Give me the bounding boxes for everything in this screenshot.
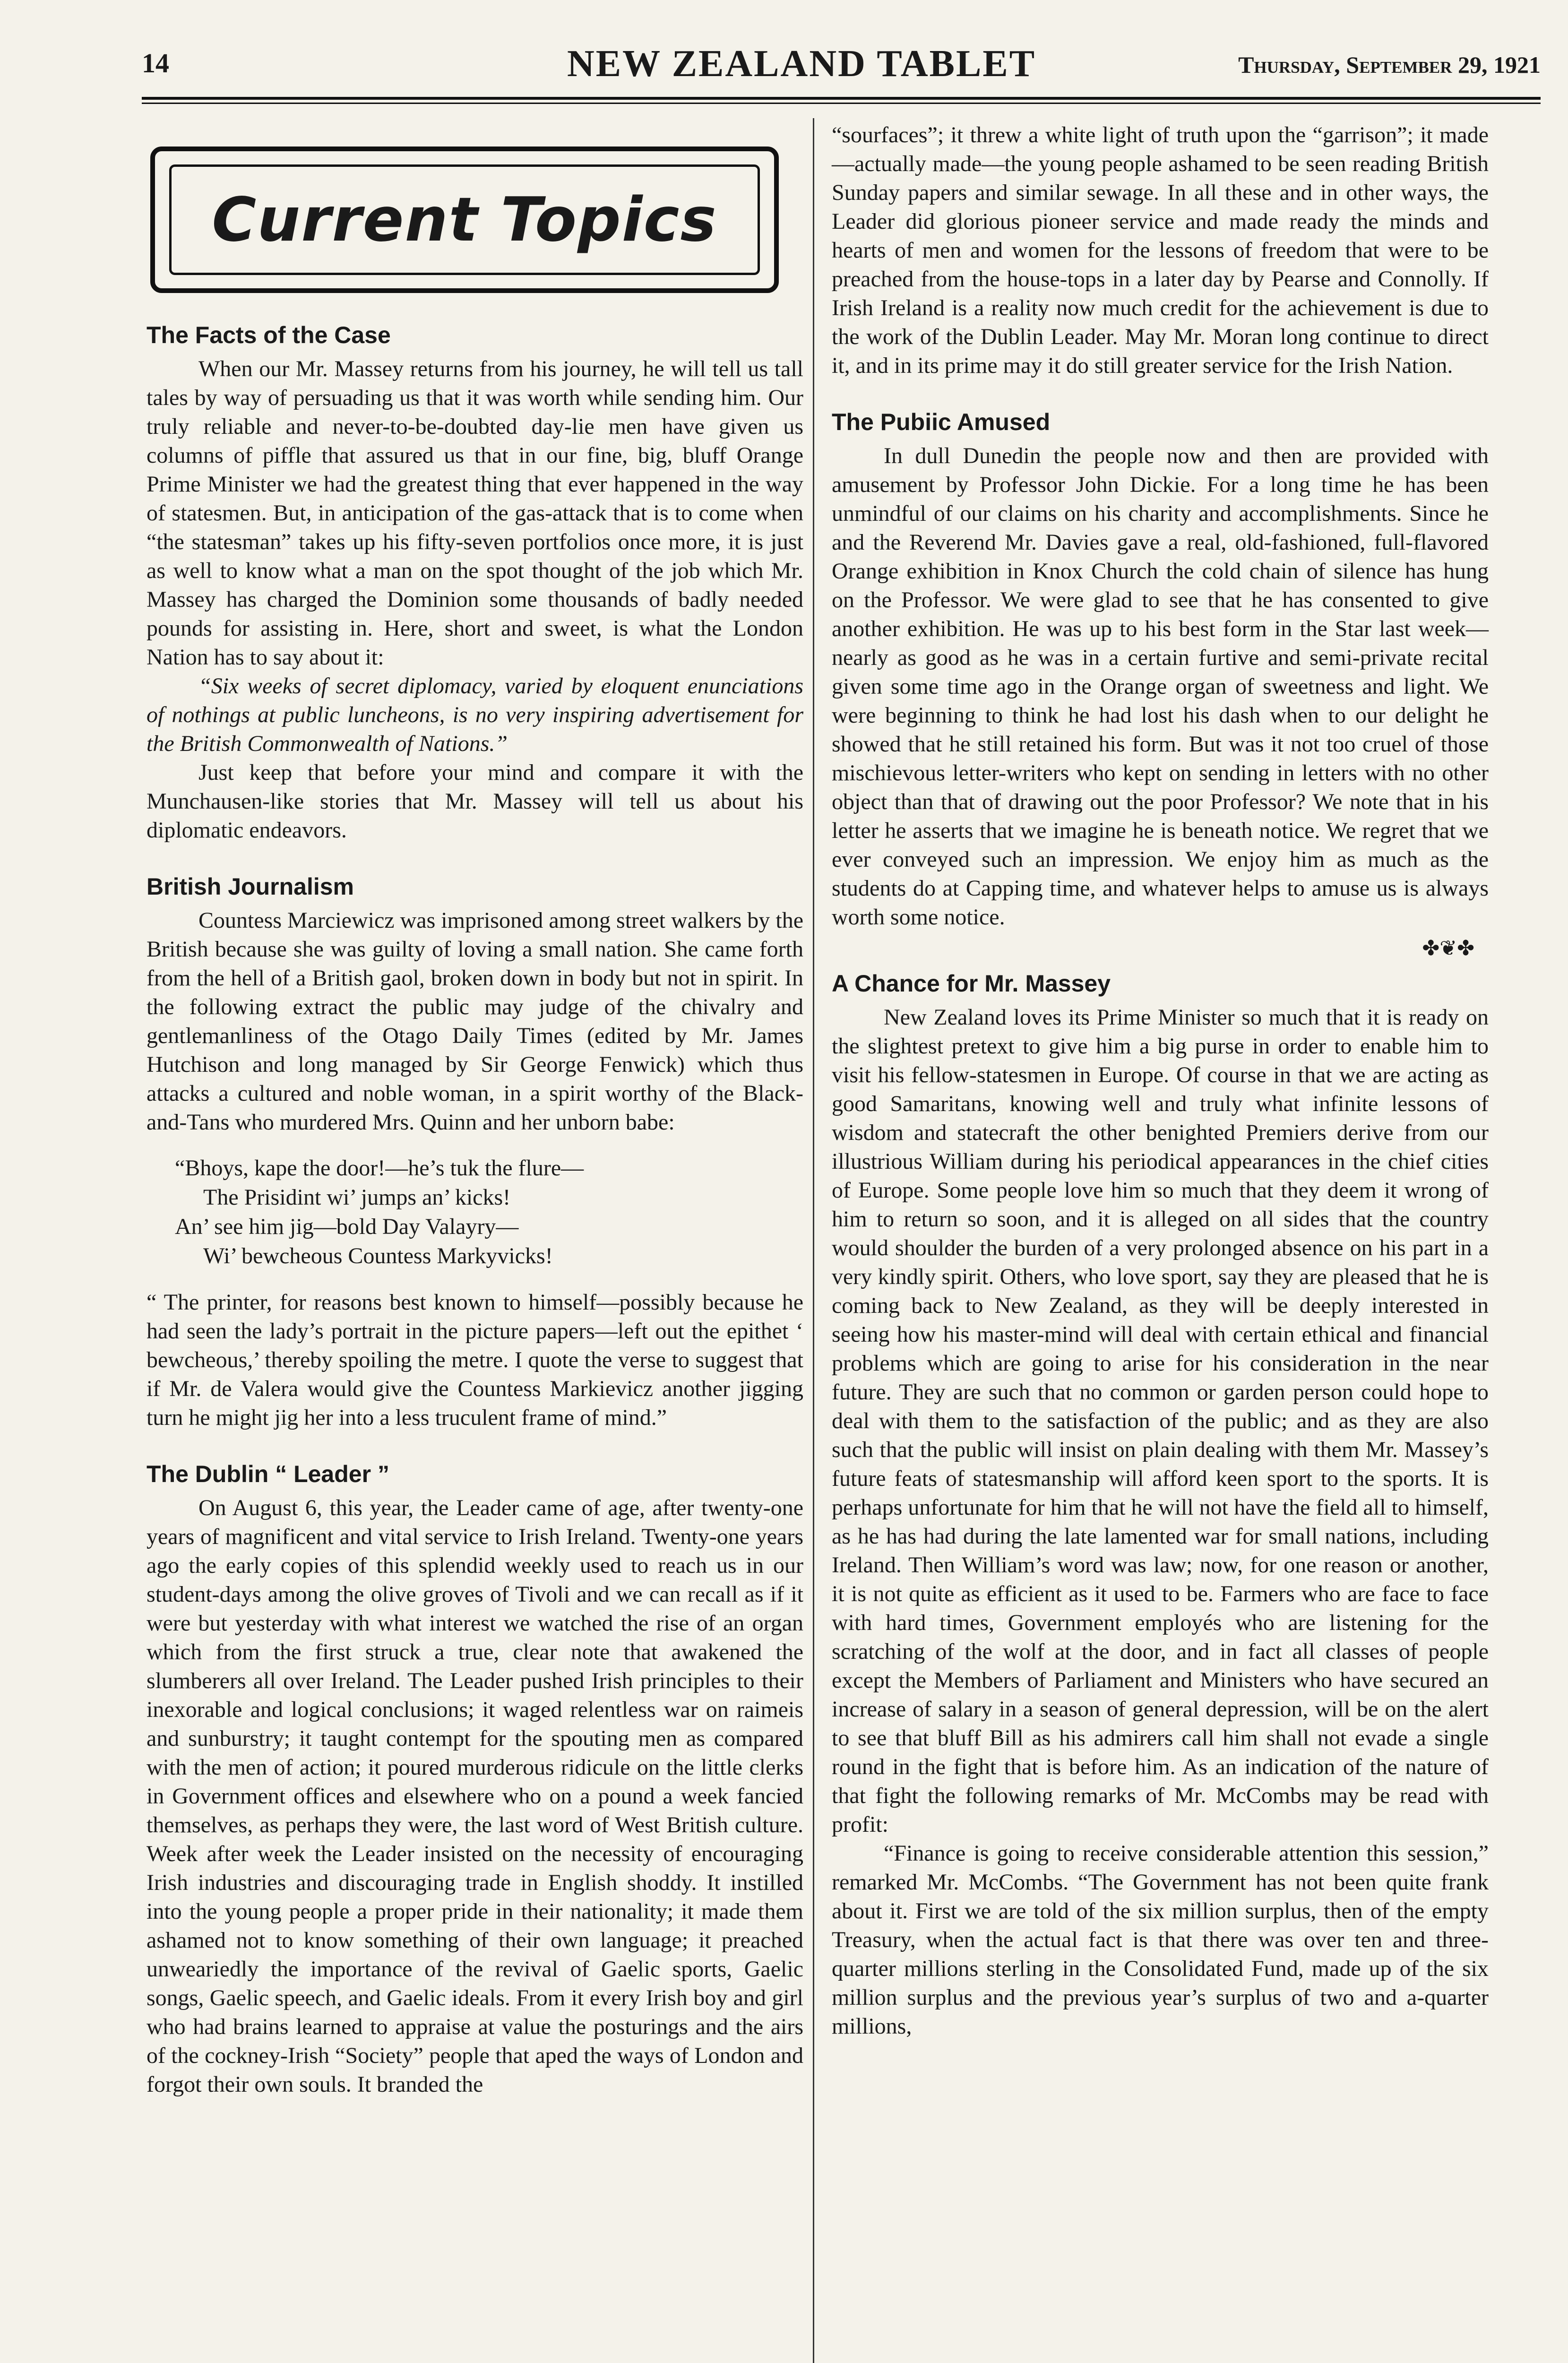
ornament-icon: ✤❦✤: [1422, 937, 1474, 960]
paragraph: Countess Marciewicz was imprisoned among street walkers by the British because she was guilty of loving a small nation. She came forth from the hell of a British gaol, broken down in body but not in spirit. In the following extract the public may judge of the chivalry and gentlemanliness of the Otago Daily Times (edited by Mr. James Hutchison and long managed by Sir George Fenwick) which thus attacks a cultured and noble woman, in a spirit worthy of the Black-and-Tans who murdered Mrs. Quinn and her unborn babe:: [146, 908, 803, 1135]
section-heading-dublin-leader: The Dublin “ Leader ”: [146, 1461, 389, 1487]
section-heading-facts: The Facts of the Case: [146, 322, 391, 348]
masthead-rule: [142, 97, 1541, 104]
verse-line: Wi’ bewcheous Countess Markyvicks!: [203, 1243, 553, 1268]
paragraph: “sourfaces”; it threw a white light of truth upon the “garrison”; it made—actually made—the young people ashamed to be seen reading British Sunday papers and similar sewage. In all these and in other ways, the Leader did glorious pioneer service and made ready the minds and hearts of men and women for the lessons of freedom that were to be preached from the house-tops in a later day by Pearse and Connolly. If Irish Ireland is a reality now much credit for the achievement is due to the work of the Dublin Leader. May Mr. Moran long continue to direct it, and in its prime may it do still greater service for the Irish Nation.: [832, 122, 1489, 378]
paper-title: NEW ZEALAND TABLET: [567, 43, 1036, 85]
section-heading-chance-massey: A Chance for Mr. Massey: [832, 970, 1111, 997]
paragraph: “ The printer, for reasons best known to himself—possibly because he had seen the lady’s portrait in the picture papers—left out the epithet ‘ bewcheous,’ thereby spoiling the metre. I quote the verse to suggest that if Mr. de Valera would give the Countess Markievicz another jigging turn he might jig her into a less truculent frame of mind.”: [146, 1290, 803, 1430]
left-column: [146, 121, 803, 2099]
section-heading-journalism: British Journalism: [146, 873, 354, 900]
verse-line: The Prisidint wi’ jumps an’ kicks!: [203, 1185, 511, 1210]
issue-date: Thursday, September 29, 1921: [1238, 52, 1541, 78]
masthead: [142, 28, 1541, 95]
paragraph: New Zealand loves its Prime Minister so much that it is ready on the slightest pretext to give him a big purse in order to enable him to visit his fellow-statesmen in Europe. Of course in that we are acting as good Samaritans, knowing well and truly what infinite lessons of wisdom and statecraft the other benighted Premiers derive from our illustrious William during his periodical appearances in the chief cities of Europe. Some people love him so much that they deem it wrong of him to return so soon, and it is alleged on all sides that the country would shoulder the burden of a very prolonged absence on his part in a very kindly spirit. Others, who love sport, say they are pleased that he is coming back to New Zealand, as they will be deeply interested in seeing how his master-mind will deal with certain ethical and financial problems which are going to arise for his consideration in the near future. They are such that no common or garden person could hope to deal with them to the satisfaction of the public; and as they are also such that the public will insist on plain dealing with them Mr. Massey’s future feats of statesmanship will afford keen sport to the sports. It is perhaps unfortunate for him that he will not have the field all to himself, as he has had during the late lamented war for small nations, including Ireland. Then William’s word was law; now, for one reason or another, it is not quite as efficient as it used to be. Farmers who are face to face with hard times, Government employés who are listening for the scratching of the wolf at the door, and in fact all classes of people except the Members of Parliament and Ministers who have secured an increase of salary in a season of general depression, will be on the alert to see that bluff Bill as his admirers call him shall not evade a single round in the fight that is before him. As an indication of the nature of that fight the following remarks of Mr. McCombs may be read with profit:: [832, 1005, 1489, 1837]
paragraph: On August 6, this year, the Leader came of age, after twenty-one years of magnificent and vital service to Irish Ireland. Twenty-one years ago the early copies of this splendid weekly used to reach us in our student-days among the olive groves of Tivoli and we can recall as if it were but yesterday with what interest we watched the rise of an organ which from the first struck a true, clear note that awakened the slumberers all over Ireland. The Leader pushed Irish principles to their inexorable and logical conclusions; it waged relentless war on raimeis and sunburstry; it taught contempt for the spouting men as compared with the men of action; it poured murderous ridicule on the little clerks in Government offices and elsewhere who on a pound a week fancied themselves, as perhaps they were, the last word of West British culture. Week after week the Leader insisted on the necessity of encouraging Irish industries and discouraging trade in English shoddy. It instilled into the young people a proper pride in their nationality; it made them ashamed not to know something of their own language; it preached unweariedly the importance of the revival of Gaelic sports, Gaelic songs, Gaelic speech, and Gaelic ideals. From it every Irish boy and girl who had brains learned to appraise at value the posturings and the airs of the cockney-Irish “Society” people that aped the ways of London and forgot their own souls. It branded the: [146, 1495, 803, 2097]
verse-line: “Bhoys, kape the door!—he’s tuk the flure—: [175, 1156, 584, 1181]
verse-line: An’ see him jig—bold Day Valayry—: [175, 1214, 519, 1239]
page-number: 14: [142, 48, 169, 78]
right-column: [832, 121, 1489, 2041]
quotation: “Six weeks of secret diplomacy, varied by eloquent enunciations of nothings at public luncheons, is no very inspiring advertisement for the British Commonwealth of Nations.”: [146, 673, 803, 756]
banner-title: Current Topics: [212, 184, 717, 255]
banner-inner-frame: [169, 164, 760, 275]
current-topics-banner: [150, 147, 779, 293]
paragraph: “Finance is going to receive considerable attention this session,” remarked Mr. McCombs. “The Government has not been quite frank about it. First we are told of the six million surplus, then of the empty Treasury, when the actual fact is that there was over ten and three-quarter millions sterling in the Consolidated Fund, made up of the six million surplus and the previous year’s surplus of two and a-quarter millions,: [832, 1841, 1489, 2039]
paragraph: In dull Dunedin the people now and then are provided with amusement by Professor John Dickie. For a long time he has been unmindful of our claims on his charity and accomplishments. Since he and the Reverend Mr. Davies gave a real, old-fashioned, full-flavored Orange exhibition in Knox Church the cold chain of silence has hung on the Professor. We were glad to see that he has consented to give another exhibition. He was up to his best form in the Star last week—nearly as good as he was in a certain furtive and semi-private recital given some time ago in the Orange organ of sweetness and light. We were beginning to think he had lost his dash when to our delight he showed that he still retained his form. But was it not too cruel of those mischievous letter-writers who kept on sending in letters with no other object than that of drawing out the poor Professor? We note that in his letter he asserts that we imagine he is beneath notice. We regret that we ever conveyed such an impression. We enjoy him as much as the students do at Capping time, and whatever helps to amuse us is always worth some notice.: [832, 443, 1489, 930]
paragraph: When our Mr. Massey returns from his journey, he will tell us tall tales by way of persuading us that it was worth while sending him. Our truly reliable and never-to-be-doubted day-lie men have given us columns of piffle that assured us that in our fine, big, bluff Orange Prime Minister we had the greatest thing that ever happened in the way of statesmen. But, in anticipation of the gas-attack that is to come when “the statesman” takes up his fifty-seven portfolios once more, it is just as well to know what a man on the spot thought of the job which Mr. Massey has charged the Dominion some thousands of badly needed pounds for assisting in. Here, short and sweet, is what the London Nation has to say about it:: [146, 356, 803, 670]
column-divider: [813, 118, 814, 2363]
section-heading-public-amused: The Pubiic Amused: [832, 409, 1051, 435]
paragraph: Just keep that before your mind and compare it with the Munchausen-like stories that Mr. Massey will tell us about his diplomatic endeavors.: [146, 760, 803, 843]
verse-block: [175, 1154, 803, 1271]
